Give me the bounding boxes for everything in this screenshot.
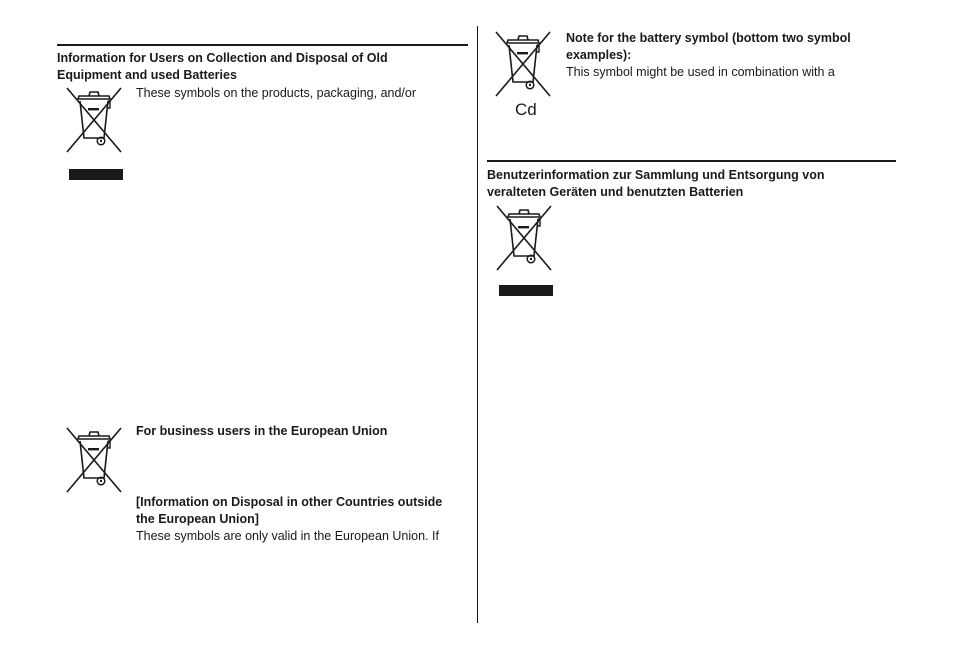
chemical-symbol-label: Cd [515, 100, 537, 119]
other-countries-heading-line2: the European Union] [136, 512, 259, 526]
crossed-out-wheelie-bin-icon [58, 82, 130, 158]
column-divider [477, 26, 478, 623]
business-users-heading: For business users in the European Union [136, 424, 388, 438]
section-title-en-line2: Equipment and used Batteries [57, 68, 237, 82]
other-countries-text: These symbols are only valid in the European Union. If [136, 529, 439, 543]
intro-text: These symbols on the products, packaging, and/or [136, 86, 417, 100]
black-bar-symbol [499, 285, 553, 296]
section-title-en-line1: Information for Users on Collection and Disposal of Old [57, 51, 388, 65]
battery-note-text: This symbol might be used in combination with a [566, 65, 835, 79]
section-title-de [487, 167, 897, 201]
battery-note-heading-line1: Note for the battery symbol (bottom two symbol [566, 31, 851, 45]
crossed-out-wheelie-bin-icon [487, 26, 559, 102]
section-title-de-line1: Benutzerinformation zur Sammlung und Entsorgung von [487, 168, 825, 182]
black-bar-symbol [69, 169, 123, 180]
section-title-en [57, 50, 472, 84]
section-rule-left [57, 44, 468, 46]
section-rule-right [487, 160, 896, 162]
other-countries-heading [136, 494, 471, 528]
battery-note-heading-line2: examples): [566, 48, 632, 62]
battery-note-heading [566, 30, 896, 64]
other-countries-heading-line1: [Information on Disposal in other Countries outside [136, 495, 443, 509]
crossed-out-wheelie-bin-icon [58, 422, 130, 498]
section-title-de-line2: veralteten Geräten und benutzten Batterien [487, 185, 744, 199]
crossed-out-wheelie-bin-icon [488, 200, 560, 276]
